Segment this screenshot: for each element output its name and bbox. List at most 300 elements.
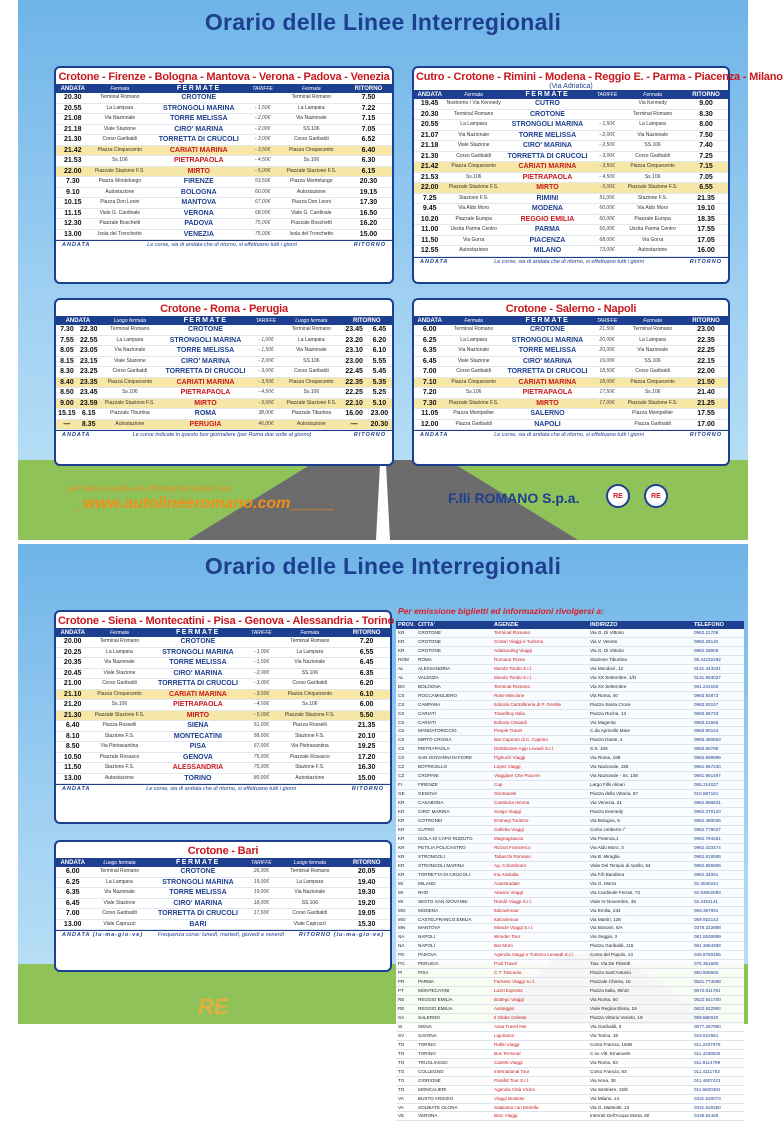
return-time: 6.52 xyxy=(345,135,392,146)
agency-row xyxy=(396,825,744,834)
table-row xyxy=(56,219,392,230)
agency-city: CROTONE xyxy=(416,629,492,637)
agency-row xyxy=(396,629,744,637)
stop-location: La Lampara xyxy=(445,335,502,346)
agency-prov: CS xyxy=(396,754,416,763)
stop-location: Piazza Rosselli xyxy=(89,721,149,732)
agency-phone: 0522.922992 xyxy=(692,1005,744,1014)
page-title: Orario delle Linee Interregionali xyxy=(204,9,562,35)
stop-location-return: Piazzale Rosasco xyxy=(276,752,343,763)
departure-time: 8.50 xyxy=(56,388,78,399)
stop-location-return: Piazzale Stazione F.S. xyxy=(621,398,684,409)
departure-time: 21.00 xyxy=(56,679,89,690)
agency-row xyxy=(396,1013,744,1022)
departure-time: 20.45 xyxy=(56,668,89,679)
agency-row xyxy=(396,960,744,969)
table-row xyxy=(414,225,728,236)
fare: 66,00€ xyxy=(593,225,621,236)
route-title: Crotone - Roma - Perugia xyxy=(160,303,288,315)
return-time: 15.00 xyxy=(343,773,390,784)
col-ritorno: RITORNO xyxy=(343,858,390,867)
stop-name: SALERNO xyxy=(502,409,593,420)
stop-location: Piazzale Stazione F.S. xyxy=(89,710,149,721)
stop-location: Piazza Cinquecento xyxy=(445,377,502,388)
stop-location: Piazzale Stazione F.S. xyxy=(445,398,502,409)
stop-location-return: Ss.106 xyxy=(278,156,345,167)
agency-phone: 0962.819506 xyxy=(692,852,744,861)
table-row xyxy=(56,898,390,909)
return-time: 22.35 xyxy=(342,377,367,388)
fare: - 1,50€ xyxy=(248,103,278,114)
return-time: 7.50 xyxy=(345,93,392,103)
col-city: CITTA' xyxy=(416,621,492,629)
footer-note: Le corse indicate in questo box giornaliere (per Roma due volte al giorno) xyxy=(132,432,312,438)
agency-city: CARIATI xyxy=(416,718,492,727)
fare: - 2,00€ xyxy=(593,130,621,141)
agency-city: CROPANI xyxy=(416,772,492,781)
stop-location-return: SS.106 xyxy=(281,356,341,367)
footer-andata: ANDATA xyxy=(420,432,449,438)
stop-location-return: Ss.106 xyxy=(281,388,341,399)
agency-phone: 049.8760455 xyxy=(692,951,744,960)
fare: 73,00€ xyxy=(593,246,621,257)
agencies-title: Per emissione biglietti ed informazioni rivolgersi a: xyxy=(398,606,604,616)
col-ritorno: RITORNO xyxy=(345,84,392,93)
stop-location-return: Via Gorra xyxy=(621,235,684,246)
col-fermate: FERMATE xyxy=(150,84,247,93)
stop-location: Terminal Romano xyxy=(445,109,502,120)
departure-time-2: 22.55 xyxy=(78,335,100,346)
agency-address: Via Ivrea, 38 xyxy=(588,1076,692,1085)
stop-location-return: Via Nazionale xyxy=(276,658,343,669)
agency-prov: RE xyxy=(396,1005,416,1014)
agency-row xyxy=(396,1031,744,1040)
agency-city: PARMA xyxy=(416,978,492,987)
stop-name: CROTONE xyxy=(150,637,247,647)
agency-prov: MI xyxy=(396,897,416,906)
return-time: 6.55 xyxy=(684,183,728,194)
agency-row xyxy=(396,915,744,924)
fare xyxy=(593,419,621,430)
stop-location-return: Piazza Montelungo xyxy=(278,177,345,188)
agency-row xyxy=(396,700,744,709)
agency-name: Parafid Tour S.r.l. xyxy=(492,1076,588,1085)
table-row xyxy=(414,120,728,131)
table-row xyxy=(56,679,390,690)
agency-phone: 059.922142 xyxy=(692,915,744,924)
stop-name: MONTECATINI xyxy=(150,731,247,742)
fare xyxy=(246,919,276,930)
fare: - 5,00€ xyxy=(248,166,278,177)
stop-name: CARIATI MARINA xyxy=(160,377,251,388)
agency-address: Via Nazionale, 325 xyxy=(588,763,692,772)
agency-prov: KR xyxy=(396,825,416,834)
departure-time: 21.08 xyxy=(56,114,90,125)
agency-city: PETILIA POLICASTRO xyxy=(416,843,492,852)
return-time: 6.10 xyxy=(343,689,390,700)
table-row xyxy=(414,335,728,346)
departure-time: 12.00 xyxy=(414,419,445,430)
fare: 18,50€ xyxy=(593,367,621,378)
departure-time: 21.42 xyxy=(414,162,445,173)
agency-address: Via Mondovì, 12 xyxy=(588,664,692,673)
agency-city: ROMA xyxy=(416,655,492,664)
agency-city: MIRTO CROSIA xyxy=(416,736,492,745)
agency-address: Via Bonomi, 6/A xyxy=(588,924,692,933)
stop-location: Autostazione xyxy=(445,246,502,257)
stop-location: Piazzale Stazione F.S. xyxy=(90,166,150,177)
table-row xyxy=(56,710,390,721)
col-fermata: Luogo fermata xyxy=(89,858,149,867)
agency-prov: CS xyxy=(396,745,416,754)
stop-name: NAPOLI xyxy=(502,419,593,430)
table-row xyxy=(414,388,728,399)
table-row xyxy=(56,637,390,647)
agency-prov: TO xyxy=(396,1040,416,1049)
departure-time: 8.30 xyxy=(56,367,78,378)
col-agency: AGENZIE xyxy=(492,621,588,629)
footer-ritorno: RITORNO xyxy=(689,432,722,438)
agency-city: CUTRO xyxy=(416,825,492,834)
agency-name: Edicola Crisiaidi xyxy=(492,718,588,727)
fare: - 1,50€ xyxy=(246,658,276,669)
agency-city: MANTOVA xyxy=(416,924,492,933)
agency-city: BOTRICELLO xyxy=(416,763,492,772)
return-time: 23.10 xyxy=(342,346,367,357)
departure-time-2: 23.59 xyxy=(78,398,100,409)
company-logo: RE xyxy=(198,994,229,1019)
fare xyxy=(593,109,621,120)
return-time-2: 5.10 xyxy=(367,398,392,409)
stop-location: La Lampara xyxy=(89,647,149,658)
stop-name: CIRO' MARINA xyxy=(150,668,247,679)
agency-address: Piazza Dante, 2 xyxy=(588,736,692,745)
agency-address: Stazione Tiburtina xyxy=(588,655,692,664)
table-row xyxy=(56,919,390,930)
stop-name: PIETRAPAOLA xyxy=(502,172,593,183)
stop-location: Stazione F.S. xyxy=(89,731,149,742)
agency-prov: SI xyxy=(396,1022,416,1031)
table-row xyxy=(56,325,392,335)
stop-location: Autostazione xyxy=(89,773,149,784)
table-footer xyxy=(56,784,390,793)
agency-city: SAN GIOVANNI IN FIORE xyxy=(416,754,492,763)
table-row xyxy=(56,888,390,899)
agency-city: RHO xyxy=(416,888,492,897)
stop-location-return: Piazza Cinquecento xyxy=(281,377,341,388)
agency-city: SAVONA xyxy=(416,1031,492,1040)
stop-name: TORINO xyxy=(150,773,247,784)
stop-location: Terminal Romano xyxy=(100,325,160,335)
fare: 20,00€ xyxy=(593,346,621,357)
stop-location: Nostromo / Via Kennedy xyxy=(445,99,502,109)
agency-address: Piazza Sant'Antonio xyxy=(588,969,692,978)
return-time: 7.40 xyxy=(684,141,728,152)
agency-row xyxy=(396,808,744,817)
fare: 38,00€ xyxy=(251,409,281,420)
agency-row xyxy=(396,1067,744,1076)
stop-location-return: Corso Garibaldi xyxy=(281,367,341,378)
table-row xyxy=(56,177,392,188)
stop-name: VERONA xyxy=(150,208,247,219)
stop-location: Corso Garibaldi xyxy=(445,367,502,378)
agency-name: Terminal Romano xyxy=(492,682,588,691)
departure-time: 7.00 xyxy=(414,367,445,378)
stop-name: TORRETTA DI CRUCOLI xyxy=(150,679,247,690)
route-title: Crotone - Salerno - Napoli xyxy=(505,303,637,315)
agency-name: Autostradale xyxy=(492,879,588,888)
table-row xyxy=(56,388,392,399)
stop-location-return: Stazione F.S. xyxy=(621,193,684,204)
stop-name: CIRO' MARINA xyxy=(150,124,247,135)
agency-city: PERUGIA xyxy=(416,960,492,969)
stop-location-return: Terminal Romano xyxy=(621,109,684,120)
table-row xyxy=(414,151,728,162)
fare: - 1,50€ xyxy=(251,346,281,357)
fare: 17,50€ xyxy=(593,388,621,399)
agency-prov: PI xyxy=(396,969,416,978)
agency-phone: 011.4111763 xyxy=(692,1067,744,1076)
agency-phone: 0983.92873 xyxy=(692,691,744,700)
stop-location: Terminal Romano xyxy=(445,325,502,335)
table-row xyxy=(414,172,728,183)
departure-time: 6.00 xyxy=(414,325,445,335)
agency-address: Via Magenta xyxy=(588,718,692,727)
fare: - 3,50€ xyxy=(248,145,278,156)
stop-location-return: Piazzale Stazione F.S. xyxy=(621,183,684,194)
col-fermata-ritorno: Fermata xyxy=(276,628,343,637)
stop-location-return: Piazza Cinquecento xyxy=(278,145,345,156)
table-row xyxy=(56,909,390,920)
agency-row xyxy=(396,1103,744,1112)
agency-city: GENOVA xyxy=(416,790,492,799)
table-row xyxy=(56,419,392,430)
agency-row xyxy=(396,790,744,799)
table-row xyxy=(56,647,390,658)
agency-city: TRUGLIASSO xyxy=(416,1058,492,1067)
stop-location-return: Via Nazionale xyxy=(621,130,684,141)
agency-address: Corso Francia, 83 xyxy=(588,1067,692,1076)
agency-row xyxy=(396,843,744,852)
stop-location: La Lampara xyxy=(89,877,149,888)
col-tariffe: TARIFFE xyxy=(246,628,276,637)
col-fermata: Fermata xyxy=(89,628,149,637)
stop-location: Ss.106 xyxy=(445,172,502,183)
agency-phone: 06.44232292 xyxy=(692,655,744,664)
agency-city: CARIATI xyxy=(416,709,492,718)
agency-name: Edicola Cartolibreria di P. Gentile xyxy=(492,700,588,709)
departure-time: 10.20 xyxy=(414,214,445,225)
return-time: 6.45 xyxy=(343,658,390,669)
stop-location-return: Via Kennedy xyxy=(621,99,684,109)
agency-name: Pool Travel xyxy=(492,960,588,969)
stop-name: STRONGOLI MARINA xyxy=(160,335,251,346)
stop-location-return: Piazzale Boschetti xyxy=(278,219,345,230)
table-row xyxy=(56,668,390,679)
agency-prov: KR xyxy=(396,870,416,879)
route-title: Crotone - Siena - Montecatini - Pisa - Genova - Alessandria - Torino xyxy=(58,615,395,627)
website-link[interactable]: _www.autolineeromano.com_____ xyxy=(74,495,335,512)
stop-location-return: Piazza Don Leoni xyxy=(278,198,345,209)
return-time: 15.30 xyxy=(343,919,390,930)
agency-address: Via Milano, 14 xyxy=(588,1094,692,1103)
stop-location: Piazza Cinquecento xyxy=(445,162,502,173)
agency-address: Via G. Morra xyxy=(588,879,692,888)
fare: - 3,50€ xyxy=(251,377,281,388)
stop-name: STRONGOLI MARINA xyxy=(150,877,247,888)
fare: 75,00€ xyxy=(246,752,276,763)
footer-ritorno: RITORNO xyxy=(353,242,386,248)
agency-name: Rafiki Viaggi xyxy=(492,1040,588,1049)
stop-name: CARIATI MARINA xyxy=(150,689,247,700)
table-row xyxy=(56,198,392,209)
agency-row xyxy=(396,834,744,843)
stop-location-return: Via Nazionale xyxy=(276,888,343,899)
agency-phone: 0962.779027 xyxy=(692,825,744,834)
table-footer xyxy=(56,430,392,439)
table-footer xyxy=(414,430,728,439)
fare xyxy=(248,93,278,103)
return-time: 6.15 xyxy=(345,166,392,177)
agency-row xyxy=(396,933,744,942)
agency-row xyxy=(396,817,744,826)
stop-location: Via Gorra xyxy=(445,235,502,246)
agency-phone: 0521.774008 xyxy=(692,978,744,987)
agency-row xyxy=(396,852,744,861)
agency-name: Carletti Viaggi xyxy=(492,1058,588,1067)
return-time: 17.20 xyxy=(343,752,390,763)
stop-location: Piazzale Tiburtina xyxy=(100,409,160,420)
agency-address: Via XX Settembre xyxy=(588,682,692,691)
agency-city: STRONGOLI MARINA xyxy=(416,861,492,870)
agency-address: S.S. 106 xyxy=(588,745,692,754)
stop-name: CIRO' MARINA xyxy=(150,898,247,909)
agency-address: Piazza Italia, 90/10 xyxy=(588,987,692,996)
fare: 58,00€ xyxy=(246,731,276,742)
fare: 17,00€ xyxy=(593,398,621,409)
table-row xyxy=(56,93,392,103)
departure-time: 12.30 xyxy=(56,219,90,230)
agency-prov: CZ xyxy=(396,772,416,781)
agency-name: Il Globo Celeste xyxy=(492,1013,588,1022)
fare: - 2,00€ xyxy=(246,668,276,679)
footer-ritorno: RITORNO xyxy=(689,258,722,265)
return-time: 5.50 xyxy=(343,710,390,721)
agency-prov: PT xyxy=(396,987,416,996)
agency-prov: SA xyxy=(396,1013,416,1022)
fare: 68,00€ xyxy=(593,235,621,246)
agency-city: CASTELFRANCO EMILIA xyxy=(416,915,492,924)
table-row xyxy=(56,867,390,877)
stop-location-return: La Lampara xyxy=(621,120,684,131)
departure-time: 11.50 xyxy=(414,235,445,246)
stop-location: Via Nazionale xyxy=(445,130,502,141)
stop-name: CROTONE xyxy=(150,93,247,103)
departure-time: 6.00 xyxy=(56,867,89,877)
stop-name: PADOVA xyxy=(150,219,247,230)
stop-location-return: Via Aldo Moro xyxy=(621,204,684,215)
col-ritorno: RITORNO xyxy=(684,90,728,99)
return-time: 15.00 xyxy=(345,229,392,240)
col-andata: ANDATA xyxy=(56,628,89,637)
stop-location-return: Terminal Romano xyxy=(276,867,343,877)
agency-row xyxy=(396,745,744,754)
agency-address: Via F.lli Bandiera xyxy=(588,870,692,879)
agency-phone: 0961.961497 xyxy=(692,772,744,781)
return-time: 6.35 xyxy=(343,668,390,679)
promo-text: per tutte le novità e le informazioni visita il sito: xyxy=(68,484,233,493)
agency-address: Viale IV Novembre, 45 xyxy=(588,897,692,906)
stop-name: MIRTO xyxy=(160,398,251,409)
stop-name: PERUGIA xyxy=(160,419,251,430)
fare: - 3,50€ xyxy=(246,689,276,700)
timetable xyxy=(56,84,392,240)
table-cutro-milano xyxy=(412,66,783,284)
stop-name: GENOVA xyxy=(150,752,247,763)
table-row xyxy=(414,419,728,430)
departure-time: 7.55 xyxy=(56,335,78,346)
agency-city: NAPOLI xyxy=(416,942,492,951)
agency-prov: MN xyxy=(396,924,416,933)
return-time: — xyxy=(342,419,367,430)
table-row xyxy=(56,752,390,763)
return-time: 7.05 xyxy=(345,124,392,135)
agency-row xyxy=(396,709,744,718)
col-fermata-ritorno: Fermata xyxy=(278,84,345,93)
table-row xyxy=(56,156,392,167)
table-row xyxy=(414,325,728,335)
footer-note: Le corse, sia di andata che di ritorno, si effettuano tutti i giorni xyxy=(147,242,297,248)
stop-name: CIRO' MARINA xyxy=(160,356,251,367)
agency-city: ISOLA DI CAPO RIZZUTO xyxy=(416,834,492,843)
fare xyxy=(593,99,621,109)
return-time: 18.35 xyxy=(684,214,728,225)
return-time: 9.00 xyxy=(684,99,728,109)
agency-prov: KR xyxy=(396,629,416,637)
stop-location: Piazza Cinquecento xyxy=(90,145,150,156)
table-row xyxy=(56,398,392,409)
table-footer xyxy=(56,240,392,249)
stop-location-return: Ss.106 xyxy=(621,388,684,399)
agency-prov: TO xyxy=(396,1067,416,1076)
agency-row xyxy=(396,754,744,763)
stop-location: Piazzale Europa xyxy=(445,214,502,225)
return-time: 19.10 xyxy=(684,204,728,215)
fare xyxy=(251,325,281,335)
agency-address: Via Cardinale Ferrari, 73 xyxy=(588,888,692,897)
agency-row xyxy=(396,1049,744,1058)
stop-name: CIRO' MARINA xyxy=(502,141,593,152)
return-time: 16.50 xyxy=(345,208,392,219)
agency-city: REGGIO EMILIA xyxy=(416,996,492,1005)
agency-city: PISA xyxy=(416,969,492,978)
table-row xyxy=(414,235,728,246)
stop-location: Uscita Parma Centro xyxy=(445,225,502,236)
return-time: 19.40 xyxy=(343,877,390,888)
table-row xyxy=(56,356,392,367)
stop-location: Via Nazionale xyxy=(89,888,149,899)
departure-time: 20.30 xyxy=(414,109,445,120)
agency-phone: 0577.287990 xyxy=(692,1022,744,1031)
stop-location-return: Autostazione xyxy=(281,419,341,430)
col-fermata: Fermata xyxy=(445,90,502,99)
stop-name: TORRE MELISSA xyxy=(502,346,593,357)
agency-address: Via B. Miraglia xyxy=(588,852,692,861)
stop-name: ROMA xyxy=(160,409,251,420)
agency-city: ALESSANDRIA xyxy=(416,664,492,673)
agency-phone: 02.3040241 xyxy=(692,879,744,888)
fare: - 2,00€ xyxy=(248,114,278,125)
